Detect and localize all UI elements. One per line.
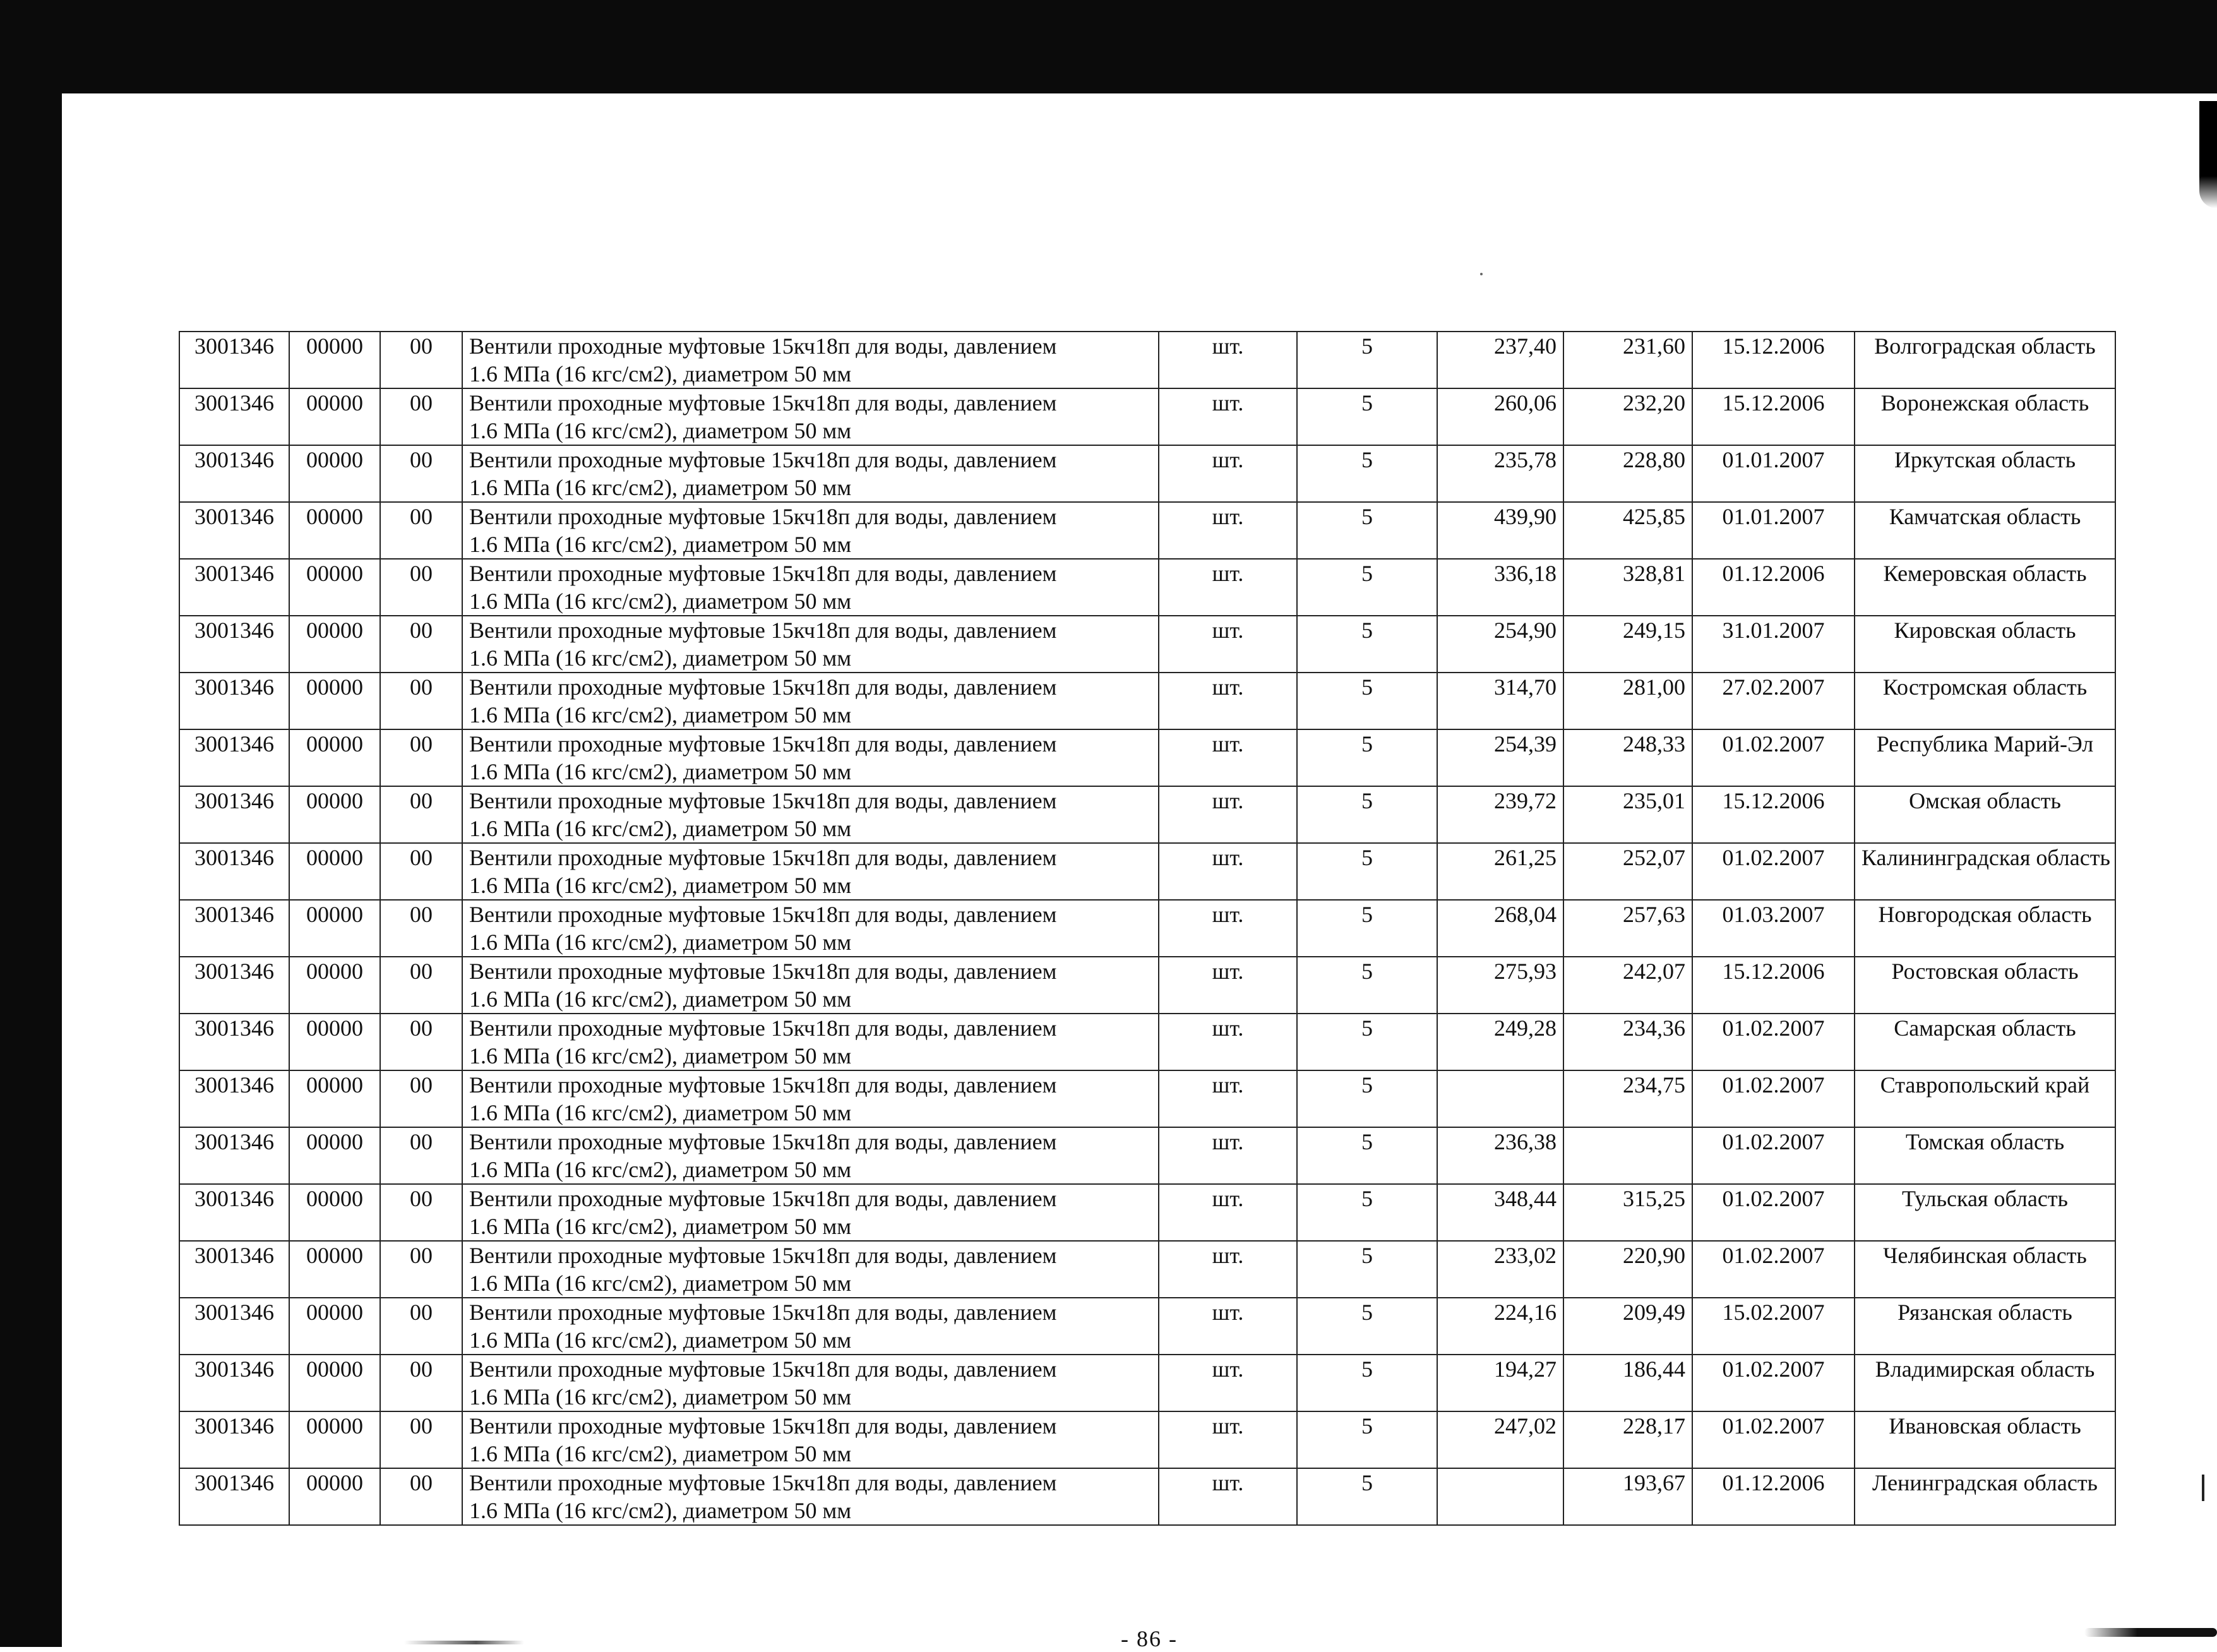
date-cell: 01.03.2007	[1692, 900, 1855, 957]
date-cell: 01.02.2007	[1692, 843, 1855, 900]
scanner-border-left	[0, 96, 62, 1647]
product-code-cell: 3001346	[179, 1070, 289, 1127]
quantity-cell: 5	[1297, 957, 1437, 1014]
table-row	[179, 332, 2115, 388]
variant-code-cell: 00	[380, 957, 462, 1014]
price-cell: 186,44	[1563, 1355, 1692, 1411]
description-line: Вентили проходные муфтовые 15кч18п для воды, давлением	[469, 333, 1057, 359]
description-line: Вентили проходные муфтовые 15кч18п для воды, давлением	[469, 1243, 1057, 1268]
unit-cell: шт.	[1159, 1070, 1297, 1127]
region-cell: Тульская область	[1855, 1184, 2115, 1241]
description-cell	[462, 900, 1159, 957]
description-cell	[462, 559, 1159, 616]
table-row	[179, 616, 2115, 673]
description-line: 1.6 МПа (16 кгс/см2), диаметром 50 мм	[469, 1100, 852, 1125]
product-code-cell: 3001346	[179, 843, 289, 900]
variant-code-cell: 00	[380, 559, 462, 616]
price-cell	[1437, 1070, 1563, 1127]
region-cell: Иркутская область	[1855, 445, 2115, 502]
quantity-cell: 5	[1297, 1411, 1437, 1468]
description-line: Вентили проходные муфтовые 15кч18п для воды, давлением	[469, 674, 1057, 700]
price-cell: 242,07	[1563, 957, 1692, 1014]
unit-cell: шт.	[1159, 502, 1297, 559]
table-row	[179, 1355, 2115, 1411]
description-cell	[462, 616, 1159, 673]
table-row	[179, 1468, 2115, 1525]
price-cell: 194,27	[1437, 1355, 1563, 1411]
product-code-cell: 3001346	[179, 445, 289, 502]
date-cell: 15.12.2006	[1692, 957, 1855, 1014]
description-cell	[462, 502, 1159, 559]
region-cell: Томская область	[1855, 1127, 2115, 1184]
price-cell: 260,06	[1437, 388, 1563, 445]
description-line: Вентили проходные муфтовые 15кч18п для воды, давлением	[469, 731, 1057, 757]
description-line: 1.6 МПа (16 кгс/см2), диаметром 50 мм	[469, 532, 852, 557]
page-number: - 86 -	[1121, 1626, 1178, 1651]
subcode-cell: 00000	[289, 1184, 380, 1241]
price-cell: 220,90	[1563, 1241, 1692, 1298]
description-line: 1.6 МПа (16 кгс/см2), диаметром 50 мм	[469, 1384, 852, 1410]
date-cell: 01.01.2007	[1692, 445, 1855, 502]
table-row	[179, 673, 2115, 729]
subcode-cell: 00000	[289, 502, 380, 559]
description-line: 1.6 МПа (16 кгс/см2), диаметром 50 мм	[469, 645, 852, 671]
description-line: Вентили проходные муфтовые 15кч18п для воды, давлением	[469, 390, 1057, 416]
date-cell: 15.12.2006	[1692, 388, 1855, 445]
quantity-cell: 5	[1297, 1241, 1437, 1298]
quantity-cell: 5	[1297, 1127, 1437, 1184]
subcode-cell: 00000	[289, 1070, 380, 1127]
region-cell: Челябинская область	[1855, 1241, 2115, 1298]
variant-code-cell: 00	[380, 1355, 462, 1411]
subcode-cell: 00000	[289, 1468, 380, 1525]
scanner-border-top	[0, 0, 2217, 96]
unit-cell: шт.	[1159, 332, 1297, 388]
price-cell: 249,28	[1437, 1014, 1563, 1070]
variant-code-cell: 00	[380, 502, 462, 559]
price-cell: 348,44	[1437, 1184, 1563, 1241]
date-cell: 01.02.2007	[1692, 1014, 1855, 1070]
region-cell: Новгородская область	[1855, 900, 2115, 957]
price-cell: 193,67	[1563, 1468, 1692, 1525]
unit-cell: шт.	[1159, 1411, 1297, 1468]
scan-edge-tick	[2202, 1475, 2204, 1501]
table-row	[179, 957, 2115, 1014]
price-cell: 275,93	[1437, 957, 1563, 1014]
price-cell: 231,60	[1563, 332, 1692, 388]
unit-cell: шт.	[1159, 388, 1297, 445]
date-cell: 15.02.2007	[1692, 1298, 1855, 1355]
variant-code-cell: 00	[380, 786, 462, 843]
description-line: 1.6 МПа (16 кгс/см2), диаметром 50 мм	[469, 759, 852, 784]
region-cell: Ленинградская область	[1855, 1468, 2115, 1525]
region-cell: Республика Марий-Эл	[1855, 729, 2115, 786]
description-line: Вентили проходные муфтовые 15кч18п для воды, давлением	[469, 845, 1057, 870]
product-code-cell: 3001346	[179, 1355, 289, 1411]
date-cell: 01.02.2007	[1692, 1070, 1855, 1127]
description-cell	[462, 388, 1159, 445]
product-code-cell: 3001346	[179, 1298, 289, 1355]
date-cell: 01.02.2007	[1692, 1411, 1855, 1468]
subcode-cell: 00000	[289, 1127, 380, 1184]
scan-speck	[1480, 273, 1483, 275]
description-line: Вентили проходные муфтовые 15кч18п для воды, давлением	[469, 788, 1057, 813]
description-cell	[462, 729, 1159, 786]
unit-cell: шт.	[1159, 1241, 1297, 1298]
price-cell: 252,07	[1563, 843, 1692, 900]
region-cell: Калининградская область	[1855, 843, 2115, 900]
subcode-cell: 00000	[289, 729, 380, 786]
product-code-cell: 3001346	[179, 616, 289, 673]
price-cell: 209,49	[1563, 1298, 1692, 1355]
variant-code-cell: 00	[380, 616, 462, 673]
region-cell: Костромская область	[1855, 673, 2115, 729]
unit-cell: шт.	[1159, 673, 1297, 729]
subcode-cell: 00000	[289, 673, 380, 729]
price-cell: 254,39	[1437, 729, 1563, 786]
region-cell: Волгоградская область	[1855, 332, 2115, 388]
table-row	[179, 729, 2115, 786]
price-cell: 336,18	[1437, 559, 1563, 616]
region-cell: Ивановская область	[1855, 1411, 2115, 1468]
date-cell: 01.02.2007	[1692, 1127, 1855, 1184]
unit-cell: шт.	[1159, 729, 1297, 786]
unit-cell: шт.	[1159, 957, 1297, 1014]
variant-code-cell: 00	[380, 1127, 462, 1184]
unit-cell: шт.	[1159, 1184, 1297, 1241]
subcode-cell: 00000	[289, 957, 380, 1014]
price-cell: 234,36	[1563, 1014, 1692, 1070]
price-cell: 248,33	[1563, 729, 1692, 786]
subcode-cell: 00000	[289, 1298, 380, 1355]
region-cell: Воронежская область	[1855, 388, 2115, 445]
table-row	[179, 1127, 2115, 1184]
description-line: Вентили проходные муфтовые 15кч18п для воды, давлением	[469, 1413, 1057, 1439]
unit-cell: шт.	[1159, 1355, 1297, 1411]
table-row	[179, 1014, 2115, 1070]
quantity-cell: 5	[1297, 900, 1437, 957]
description-line: 1.6 МПа (16 кгс/см2), диаметром 50 мм	[469, 986, 852, 1012]
price-cell: 239,72	[1437, 786, 1563, 843]
unit-cell: шт.	[1159, 445, 1297, 502]
quantity-cell: 5	[1297, 1184, 1437, 1241]
variant-code-cell: 00	[380, 1184, 462, 1241]
price-cell: 439,90	[1437, 502, 1563, 559]
description-cell	[462, 1355, 1159, 1411]
unit-cell: шт.	[1159, 1468, 1297, 1525]
price-cell: 328,81	[1563, 559, 1692, 616]
quantity-cell: 5	[1297, 388, 1437, 445]
description-line: Вентили проходные муфтовые 15кч18п для воды, давлением	[469, 1300, 1057, 1325]
subcode-cell: 00000	[289, 786, 380, 843]
date-cell: 01.12.2006	[1692, 559, 1855, 616]
region-cell: Камчатская область	[1855, 502, 2115, 559]
subcode-cell: 00000	[289, 843, 380, 900]
subcode-cell: 00000	[289, 900, 380, 957]
subcode-cell: 00000	[289, 559, 380, 616]
description-line: Вентили проходные муфтовые 15кч18п для воды, давлением	[469, 959, 1057, 984]
price-cell: 228,80	[1563, 445, 1692, 502]
date-cell: 31.01.2007	[1692, 616, 1855, 673]
description-line: 1.6 МПа (16 кгс/см2), диаметром 50 мм	[469, 1327, 852, 1353]
unit-cell: шт.	[1159, 1127, 1297, 1184]
table-row	[179, 786, 2115, 843]
date-cell: 01.02.2007	[1692, 1241, 1855, 1298]
subcode-cell: 00000	[289, 1411, 380, 1468]
variant-code-cell: 00	[380, 1241, 462, 1298]
description-line: Вентили проходные муфтовые 15кч18п для воды, давлением	[469, 1470, 1057, 1495]
product-code-cell: 3001346	[179, 1127, 289, 1184]
description-line: Вентили проходные муфтовые 15кч18п для воды, давлением	[469, 561, 1057, 586]
date-cell: 01.01.2007	[1692, 502, 1855, 559]
scan-edge-artifact	[2199, 101, 2217, 208]
subcode-cell: 00000	[289, 332, 380, 388]
price-cell: 315,25	[1563, 1184, 1692, 1241]
product-code-cell: 3001346	[179, 673, 289, 729]
variant-code-cell: 00	[380, 1411, 462, 1468]
table-row	[179, 559, 2115, 616]
date-cell: 01.02.2007	[1692, 1184, 1855, 1241]
region-cell: Ставропольский край	[1855, 1070, 2115, 1127]
description-line: Вентили проходные муфтовые 15кч18п для воды, давлением	[469, 902, 1057, 927]
description-line: 1.6 МПа (16 кгс/см2), диаметром 50 мм	[469, 702, 852, 727]
description-cell	[462, 1241, 1159, 1298]
product-code-cell: 3001346	[179, 1014, 289, 1070]
product-code-cell: 3001346	[179, 1468, 289, 1525]
description-line: Вентили проходные муфтовые 15кч18п для воды, давлением	[469, 447, 1057, 472]
table-row	[179, 1298, 2115, 1355]
region-cell: Кировская область	[1855, 616, 2115, 673]
description-line: 1.6 МПа (16 кгс/см2), диаметром 50 мм	[469, 1214, 852, 1239]
product-code-cell: 3001346	[179, 1241, 289, 1298]
description-cell	[462, 1070, 1159, 1127]
price-cell: 314,70	[1437, 673, 1563, 729]
region-cell: Омская область	[1855, 786, 2115, 843]
quantity-cell: 5	[1297, 1070, 1437, 1127]
subcode-cell: 00000	[289, 616, 380, 673]
description-line: 1.6 МПа (16 кгс/см2), диаметром 50 мм	[469, 361, 852, 386]
product-code-cell: 3001346	[179, 957, 289, 1014]
table-row	[179, 1070, 2115, 1127]
table-row	[179, 388, 2115, 445]
description-cell	[462, 1468, 1159, 1525]
description-cell	[462, 786, 1159, 843]
subcode-cell: 00000	[289, 388, 380, 445]
description-line: 1.6 МПа (16 кгс/см2), диаметром 50 мм	[469, 1157, 852, 1182]
quantity-cell: 5	[1297, 729, 1437, 786]
product-code-cell: 3001346	[179, 502, 289, 559]
description-line: Вентили проходные муфтовые 15кч18п для воды, давлением	[469, 618, 1057, 643]
description-line: 1.6 МПа (16 кгс/см2), диаметром 50 мм	[469, 475, 852, 500]
subcode-cell: 00000	[289, 1355, 380, 1411]
variant-code-cell: 00	[380, 900, 462, 957]
product-code-cell: 3001346	[179, 332, 289, 388]
price-table	[179, 331, 2116, 1526]
price-cell: 247,02	[1437, 1411, 1563, 1468]
price-cell: 237,40	[1437, 332, 1563, 388]
region-cell: Самарская область	[1855, 1014, 2115, 1070]
description-cell	[462, 332, 1159, 388]
date-cell: 01.12.2006	[1692, 1468, 1855, 1525]
table-row	[179, 1411, 2115, 1468]
unit-cell: шт.	[1159, 559, 1297, 616]
description-cell	[462, 957, 1159, 1014]
description-line: 1.6 МПа (16 кгс/см2), диаметром 50 мм	[469, 1498, 852, 1523]
unit-cell: шт.	[1159, 843, 1297, 900]
description-cell	[462, 1014, 1159, 1070]
unit-cell: шт.	[1159, 1298, 1297, 1355]
description-line: Вентили проходные муфтовые 15кч18п для воды, давлением	[469, 1356, 1057, 1382]
quantity-cell: 5	[1297, 445, 1437, 502]
description-line: Вентили проходные муфтовые 15кч18п для воды, давлением	[469, 1186, 1057, 1211]
price-cell: 228,17	[1563, 1411, 1692, 1468]
subcode-cell: 00000	[289, 1014, 380, 1070]
quantity-cell: 5	[1297, 332, 1437, 388]
variant-code-cell: 00	[380, 1014, 462, 1070]
quantity-cell: 5	[1297, 616, 1437, 673]
description-cell	[462, 843, 1159, 900]
region-cell: Владимирская область	[1855, 1355, 2115, 1411]
description-line: 1.6 МПа (16 кгс/см2), диаметром 50 мм	[469, 816, 852, 841]
variant-code-cell: 00	[380, 843, 462, 900]
region-cell: Рязанская область	[1855, 1298, 2115, 1355]
quantity-cell: 5	[1297, 786, 1437, 843]
description-cell	[462, 1127, 1159, 1184]
price-cell: 236,38	[1437, 1127, 1563, 1184]
unit-cell: шт.	[1159, 786, 1297, 843]
date-cell: 01.02.2007	[1692, 1355, 1855, 1411]
description-line: 1.6 МПа (16 кгс/см2), диаметром 50 мм	[469, 930, 852, 955]
quantity-cell: 5	[1297, 673, 1437, 729]
variant-code-cell: 00	[380, 1070, 462, 1127]
price-cell: 257,63	[1563, 900, 1692, 957]
price-cell: 232,20	[1563, 388, 1692, 445]
subcode-cell: 00000	[289, 445, 380, 502]
date-cell: 01.02.2007	[1692, 729, 1855, 786]
price-cell: 249,15	[1563, 616, 1692, 673]
date-cell: 15.12.2006	[1692, 786, 1855, 843]
unit-cell: шт.	[1159, 1014, 1297, 1070]
description-line: 1.6 МПа (16 кгс/см2), диаметром 50 мм	[469, 418, 852, 443]
description-line: 1.6 МПа (16 кгс/см2), диаметром 50 мм	[469, 589, 852, 614]
product-code-cell: 3001346	[179, 388, 289, 445]
variant-code-cell: 00	[380, 332, 462, 388]
price-cell: 281,00	[1563, 673, 1692, 729]
price-cell: 234,75	[1563, 1070, 1692, 1127]
variant-code-cell: 00	[380, 1298, 462, 1355]
description-cell	[462, 1298, 1159, 1355]
date-cell: 27.02.2007	[1692, 673, 1855, 729]
description-line: 1.6 МПа (16 кгс/см2), диаметром 50 мм	[469, 1271, 852, 1296]
product-code-cell: 3001346	[179, 1411, 289, 1468]
table-row	[179, 502, 2115, 559]
price-cell: 235,01	[1563, 786, 1692, 843]
quantity-cell: 5	[1297, 559, 1437, 616]
price-cell: 425,85	[1563, 502, 1692, 559]
description-line: 1.6 МПа (16 кгс/см2), диаметром 50 мм	[469, 873, 852, 898]
region-cell: Ростовская область	[1855, 957, 2115, 1014]
price-cell: 224,16	[1437, 1298, 1563, 1355]
table-row	[179, 900, 2115, 957]
description-cell	[462, 445, 1159, 502]
description-line: Вентили проходные муфтовые 15кч18п для воды, давлением	[469, 504, 1057, 529]
quantity-cell: 5	[1297, 843, 1437, 900]
scan-smudge	[404, 1641, 524, 1644]
variant-code-cell: 00	[380, 1468, 462, 1525]
product-code-cell: 3001346	[179, 786, 289, 843]
variant-code-cell: 00	[380, 445, 462, 502]
quantity-cell: 5	[1297, 1014, 1437, 1070]
scan-smudge	[2084, 1628, 2217, 1637]
description-cell	[462, 1184, 1159, 1241]
price-cell: 261,25	[1437, 843, 1563, 900]
date-cell: 15.12.2006	[1692, 332, 1855, 388]
quantity-cell: 5	[1297, 502, 1437, 559]
region-cell: Кемеровская область	[1855, 559, 2115, 616]
price-cell: 254,90	[1437, 616, 1563, 673]
product-code-cell: 3001346	[179, 900, 289, 957]
table-body	[179, 332, 2115, 1525]
quantity-cell: 5	[1297, 1298, 1437, 1355]
price-cell: 235,78	[1437, 445, 1563, 502]
quantity-cell: 5	[1297, 1468, 1437, 1525]
description-cell	[462, 673, 1159, 729]
product-code-cell: 3001346	[179, 729, 289, 786]
description-cell	[462, 1411, 1159, 1468]
unit-cell: шт.	[1159, 900, 1297, 957]
table-row	[179, 1184, 2115, 1241]
variant-code-cell: 00	[380, 388, 462, 445]
description-line: Вентили проходные муфтовые 15кч18п для воды, давлением	[469, 1015, 1057, 1041]
product-code-cell: 3001346	[179, 1184, 289, 1241]
description-line: 1.6 МПа (16 кгс/см2), диаметром 50 мм	[469, 1441, 852, 1466]
price-cell: 268,04	[1437, 900, 1563, 957]
quantity-cell: 5	[1297, 1355, 1437, 1411]
description-line: Вентили проходные муфтовые 15кч18п для воды, давлением	[469, 1072, 1057, 1098]
unit-cell: шт.	[1159, 616, 1297, 673]
variant-code-cell: 00	[380, 729, 462, 786]
price-cell: 233,02	[1437, 1241, 1563, 1298]
table-row	[179, 445, 2115, 502]
price-cell	[1437, 1468, 1563, 1525]
description-line: 1.6 МПа (16 кгс/см2), диаметром 50 мм	[469, 1043, 852, 1068]
description-line: Вентили проходные муфтовые 15кч18п для воды, давлением	[469, 1129, 1057, 1154]
subcode-cell: 00000	[289, 1241, 380, 1298]
variant-code-cell: 00	[380, 673, 462, 729]
product-code-cell: 3001346	[179, 559, 289, 616]
table-row	[179, 843, 2115, 900]
table-row	[179, 1241, 2115, 1298]
price-cell	[1563, 1127, 1692, 1184]
